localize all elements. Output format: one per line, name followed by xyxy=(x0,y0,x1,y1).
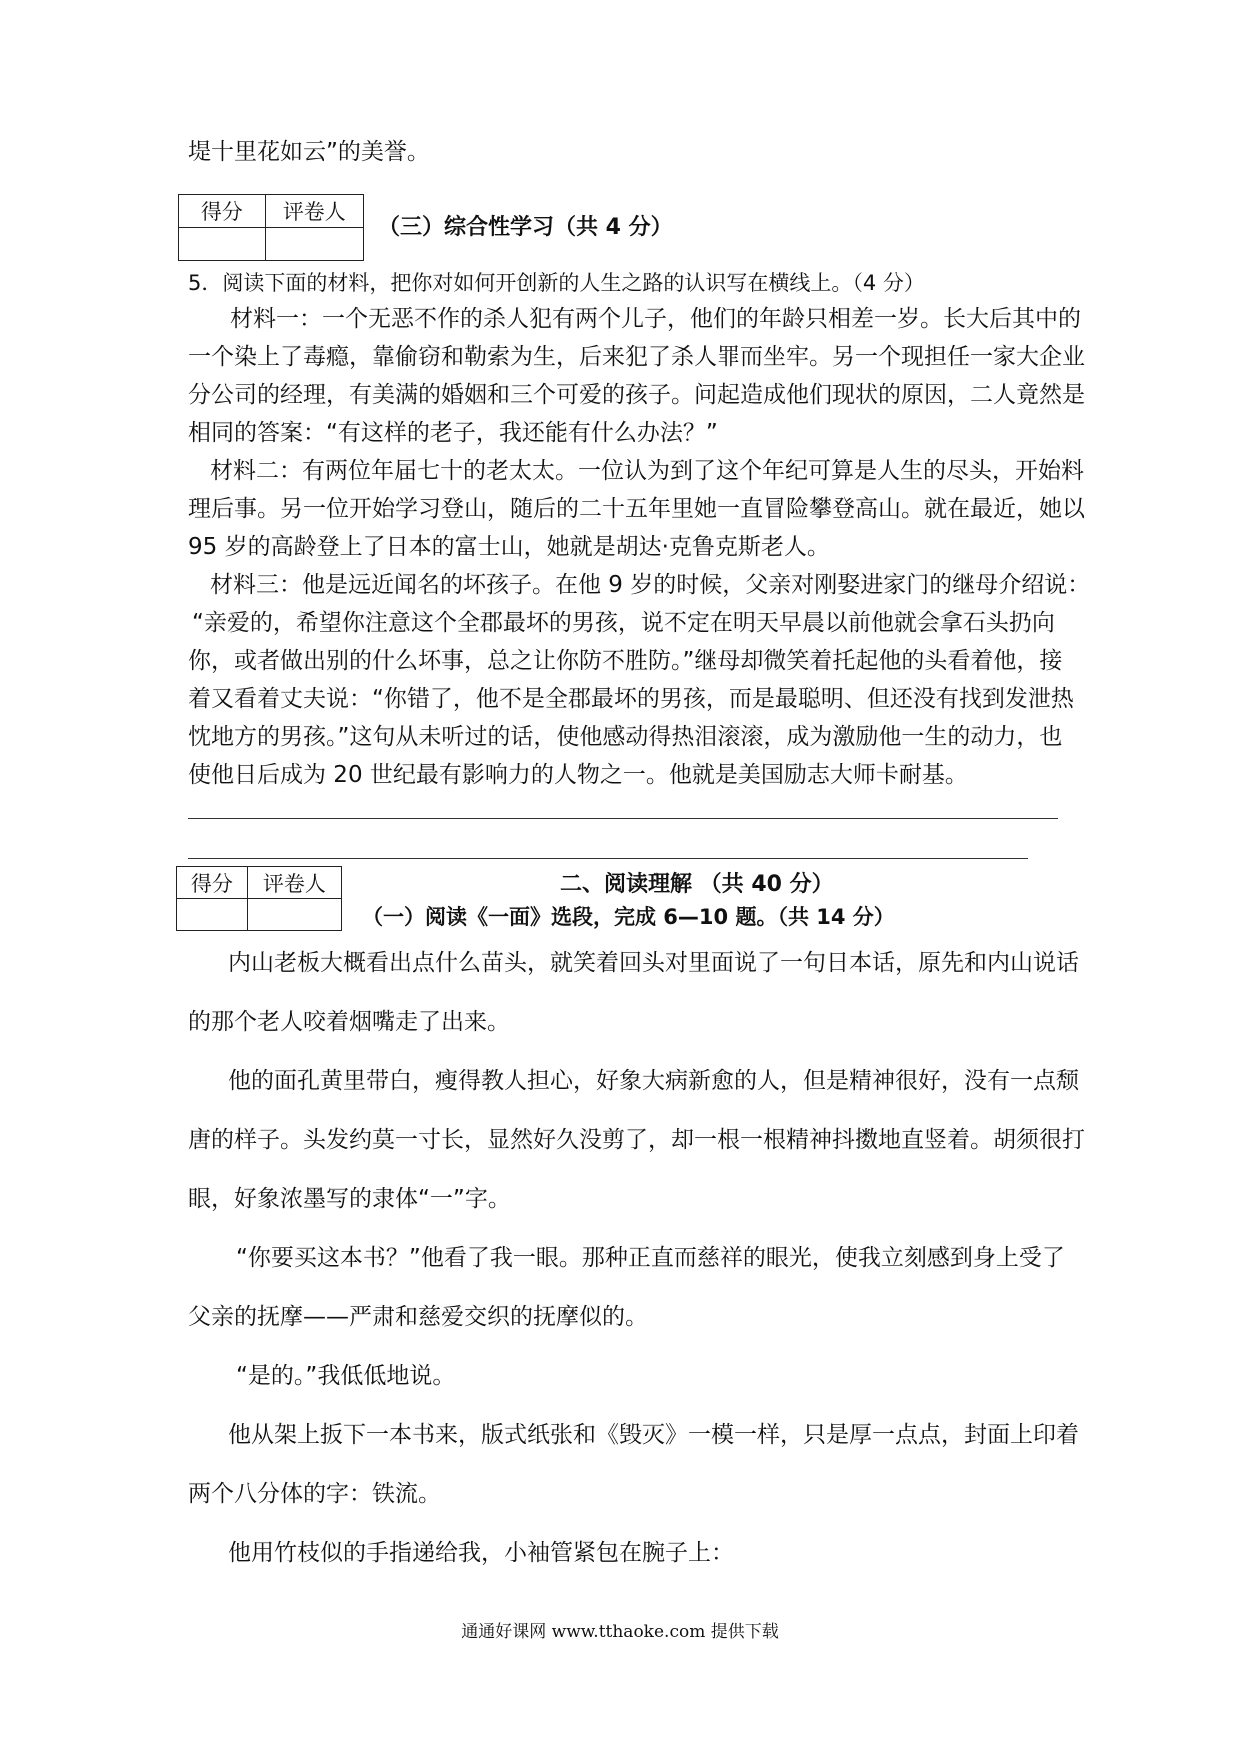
material-1-line: 分公司的经理，有美满的婚姻和三个可爱的孩子。问起造成他们现状的原因，二人竟然是 xyxy=(188,382,1085,408)
material-1-line: 一个染上了毒瘾，靠偷窃和勒索为生，后来犯了杀人罪而坐牢。另一个现担任一家大企业 xyxy=(188,344,1085,370)
passage-line: 内山老板大概看出点什么苗头，就笑着回头对里面说了一句日本话，原先和内山说话 xyxy=(228,950,1079,976)
score-table-2 xyxy=(176,866,342,931)
score-table-1 xyxy=(178,194,364,261)
passage-line: 父亲的抚摩——严肃和慈爱交织的抚摩似的。 xyxy=(188,1304,648,1330)
material-2-line: 理后事。另一位开始学习登山，随后的二十五年里她一直冒险攀登高山。就在最近，她以 xyxy=(188,496,1085,522)
score-cell[interactable] xyxy=(179,228,266,261)
material-1-line: 相同的答案：“有这样的老子，我还能有什么办法？” xyxy=(188,420,718,446)
passage-line: “是的。”我低低地说。 xyxy=(236,1363,456,1389)
page-footer: 通通好课网 www.tthaoke.com 提供下载 xyxy=(461,1622,779,1642)
passage-line: “你要买这本书？”他看了我一眼。那种正直而慈祥的眼光，使我立刻感到身上受了 xyxy=(236,1245,1065,1271)
material-3-line: 着又看着丈夫说：“你错了，他不是全郡最坏的男孩，而是最聪明、但还没有找到发泄热 xyxy=(188,686,1074,712)
passage-line: 他从架上扳下一本书来，版式纸张和《毁灭》一模一样，只是厚一点点，封面上印着 xyxy=(228,1422,1079,1448)
grader-label: 评卷人 xyxy=(247,867,341,899)
score-label: 得分 xyxy=(177,867,248,899)
passage-line: 眼，好象浓墨写的隶体“一”字。 xyxy=(188,1186,511,1212)
material-3-line: 你，或者做出别的什么坏事，总之让你防不胜防。”继母却微笑着托起他的头看着他，接 xyxy=(188,648,1063,674)
material-3-line: “亲爱的，希望你注意这个全郡最坏的男孩，说不定在明天早晨以前他就会拿石头扔向 xyxy=(192,610,1055,636)
part-two-title: 二、阅读理解 （共 40 分） xyxy=(560,872,834,897)
part-two-subtitle: （一）阅读《一面》选段，完成 6—10 题。（共 14 分） xyxy=(362,905,895,929)
answer-line-1[interactable] xyxy=(188,818,1058,819)
material-1-line: 材料一：一个无恶不作的杀人犯有两个儿子，他们的年龄只相差一岁。长大后其中的 xyxy=(230,306,1081,332)
material-3-line: 材料三：他是远近闻名的坏孩子。在他 9 岁的时候，父亲对刚娶进家门的继母介绍说： xyxy=(210,572,1091,598)
material-2-line: 材料二：有两位年届七十的老太太。一位认为到了这个年纪可算是人生的尽头，开始料 xyxy=(210,458,1084,484)
passage-line: 的那个老人咬着烟嘴走了出来。 xyxy=(188,1009,510,1035)
passage-line: 两个八分体的字：铁流。 xyxy=(188,1481,441,1507)
passage-line: 唐的样子。头发约莫一寸长，显然好久没剪了，却一根一根精神抖擞地直竖着。胡须很打 xyxy=(188,1127,1085,1153)
material-3-line: 忱地方的男孩。”这句从未听过的话，使他感动得热泪滚滚，成为激励他一生的动力，也 xyxy=(188,724,1063,750)
question-5-prompt: 5．阅读下面的材料，把你对如何开创新的人生之路的认识写在横线上。（4 分） xyxy=(188,271,925,295)
material-2-line: 95 岁的高龄登上了日本的富士山，她就是胡达·克鲁克斯老人。 xyxy=(188,534,830,560)
passage-line: 他的面孔黄里带白，瘦得教人担心，好象大病新愈的人，但是精神很好，没有一点颓 xyxy=(228,1068,1079,1094)
grader-cell[interactable] xyxy=(247,899,341,931)
score-cell[interactable] xyxy=(177,899,248,931)
score-label: 得分 xyxy=(179,195,266,228)
passage-line: 他用竹枝似的手指递给我，小袖管紧包在腕子上： xyxy=(228,1540,734,1566)
grader-cell[interactable] xyxy=(265,228,363,261)
answer-line-2[interactable] xyxy=(188,858,1028,859)
section-three-title: （三）综合性学习（共 4 分） xyxy=(378,215,673,240)
continuation-line: 堤十里花如云”的美誉。 xyxy=(188,139,430,165)
grader-label: 评卷人 xyxy=(265,195,363,228)
material-3-line: 使他日后成为 20 世纪最有影响力的人物之一。他就是美国励志大师卡耐基。 xyxy=(188,762,968,788)
